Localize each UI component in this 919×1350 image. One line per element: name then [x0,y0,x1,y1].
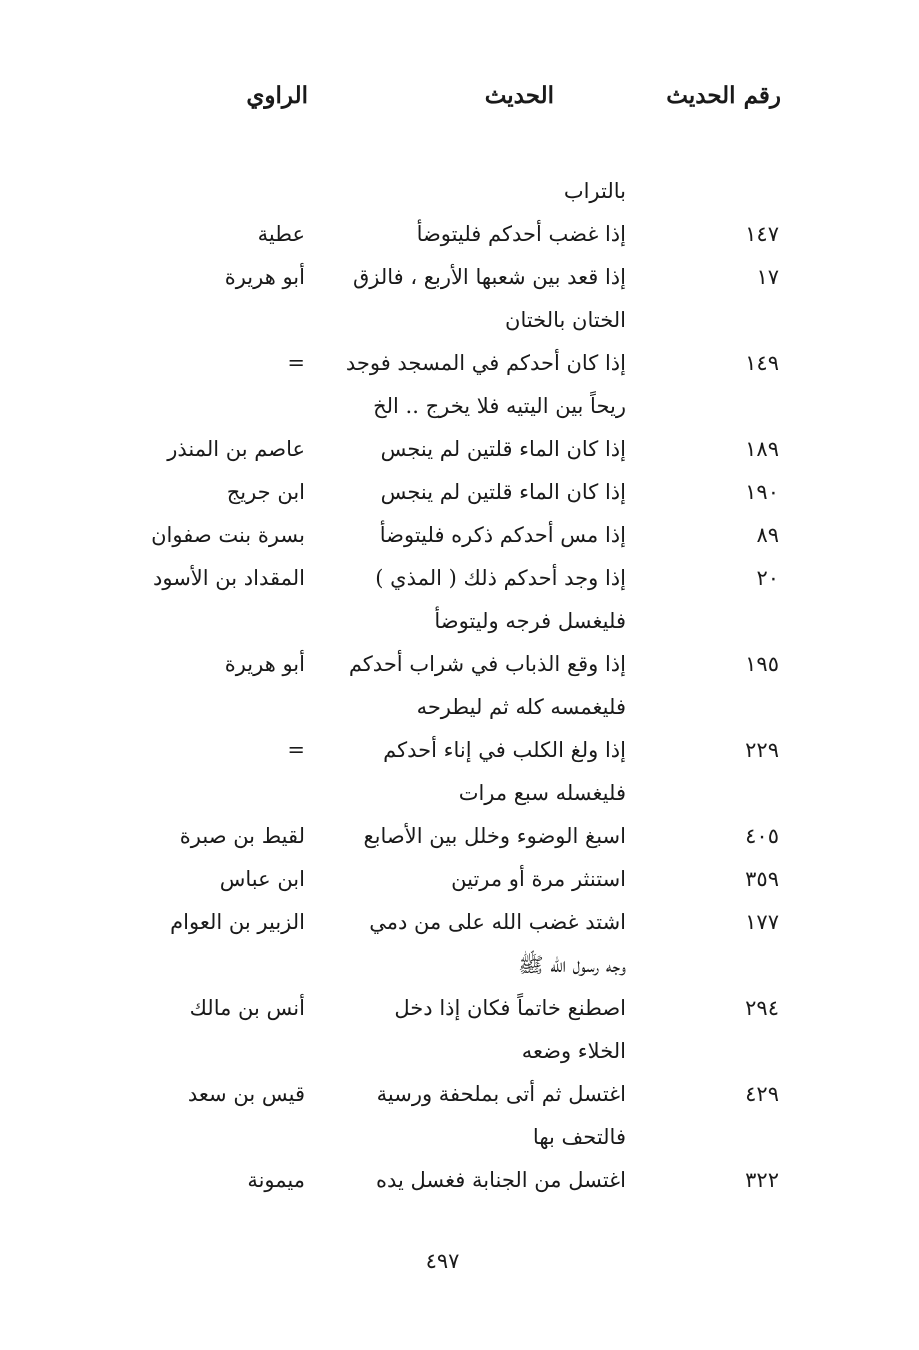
header-hadith-number: رقم الحديث [666,82,781,109]
narrator-name: الزبير بن العوام [170,910,305,934]
hadith-number: ٢٩٤ [745,996,779,1020]
hadith-text: إذا مس أحدكم ذكره فليتوضأ [379,523,626,547]
hadith-number: ٢٢٩ [745,738,779,762]
hadith-text: اسبغ الوضوء وخلل بين الأصابع [363,824,626,848]
table-row [0,514,919,557]
narrator-name: بسرة بنت صفوان [151,523,305,547]
table-row [0,944,919,987]
narrator-name: لقيط بن صبرة [179,824,305,848]
page-number: ٤٩٧ [425,1249,460,1273]
table-row [0,643,919,686]
hadith-text: إذا كان أحدكم في المسجد فوجد [345,351,626,375]
page-footer [0,1249,919,1273]
hadith-number: ١٤٧ [745,222,779,246]
hadith-text: إذا غضب أحدكم فليتوضأ [416,222,626,246]
hadith-text: فليغسل فرجه وليتوضأ [434,609,626,633]
hadith-number: ٤٢٩ [745,1082,779,1106]
table-row [0,772,919,815]
hadith-number: ١٧ [756,265,779,289]
header-hadith: الحديث [484,82,554,109]
header-narrator: الراوي [246,82,308,109]
hadith-number: ٣٢٢ [745,1168,779,1192]
table-header [0,82,919,122]
narrator-name: = [287,738,305,762]
table-row [0,1116,919,1159]
hadith-number: ١٨٩ [745,437,779,461]
table-row [0,600,919,643]
table-row [0,1159,919,1202]
table-row [0,256,919,299]
hadith-number: ٤٠٥ [745,824,779,848]
hadith-text: بالتراب [563,179,626,203]
table-row [0,385,919,428]
table-row [0,686,919,729]
table-row [0,1073,919,1116]
narrator-name: المقداد بن الأسود [153,566,305,590]
table-row [0,901,919,944]
table-row [0,557,919,600]
hadith-number: ١٤٩ [745,351,779,375]
hadith-number: ٣٥٩ [745,867,779,891]
hadith-text: إذا كان الماء قلتين لم ينجس [380,437,626,461]
hadith-text: إذا وجد أحدكم ذلك ( المذي ) [375,566,626,590]
hadith-text: ريحاً بين اليتيه فلا يخرج .. الخ [373,394,626,418]
hadith-text: إذا قعد بين شعبها الأربع ، فالزق [352,265,626,289]
hadith-text: وجه رسول الله ﷺ [518,953,626,977]
hadith-text: الخلاء وضعه [521,1039,626,1063]
hadith-text: الختان بالختان [505,308,626,332]
narrator-name: أبو هريرة [224,265,305,289]
hadith-number: ١٩٥ [745,652,779,676]
narrator-name: ابن عباس [219,867,305,891]
table-row [0,170,919,213]
narrator-name: عطية [257,222,305,246]
table-row [0,342,919,385]
narrator-name: = [287,351,305,375]
table-row [0,428,919,471]
table-row [0,858,919,901]
hadith-number: ١٩٠ [745,480,779,504]
narrator-name: قيس بن سعد [187,1082,305,1106]
narrator-name: عاصم بن المنذر [167,437,305,461]
hadith-text: إذا وقع الذباب في شراب أحدكم [348,652,626,676]
table-row [0,471,919,514]
table-row [0,299,919,342]
hadith-number: ١٧٧ [745,910,779,934]
table-row [0,1030,919,1073]
hadith-text: إذا كان الماء قلتين لم ينجس [380,480,626,504]
table-row [0,213,919,256]
table-row [0,729,919,772]
table-row [0,815,919,858]
narrator-name: أنس بن مالك [189,996,305,1020]
hadith-text: اشتد غضب الله على من دمي [369,910,626,934]
hadith-text: اغتسل ثم أتى بملحفة ورسية [376,1082,626,1106]
hadith-text: إذا ولغ الكلب في إناء أحدكم [383,738,626,762]
hadith-index-table [0,170,919,1202]
hadith-text: استنثر مرة أو مرتين [451,867,626,891]
hadith-text: اغتسل من الجنابة فغسل يده [375,1168,626,1192]
hadith-number: ٨٩ [756,523,779,547]
hadith-text: فليغسله سبع مرات [458,781,626,805]
hadith-text: فليغمسه كله ثم ليطرحه [416,695,626,719]
narrator-name: أبو هريرة [224,652,305,676]
narrator-name: ميمونة [247,1168,305,1192]
hadith-number: ٢٠ [756,566,779,590]
table-row [0,987,919,1030]
narrator-name: ابن جريج [226,480,305,504]
hadith-text: اصطنع خاتماً فكان إذا دخل [394,996,626,1020]
hadith-text: فالتحف بها [532,1125,626,1149]
